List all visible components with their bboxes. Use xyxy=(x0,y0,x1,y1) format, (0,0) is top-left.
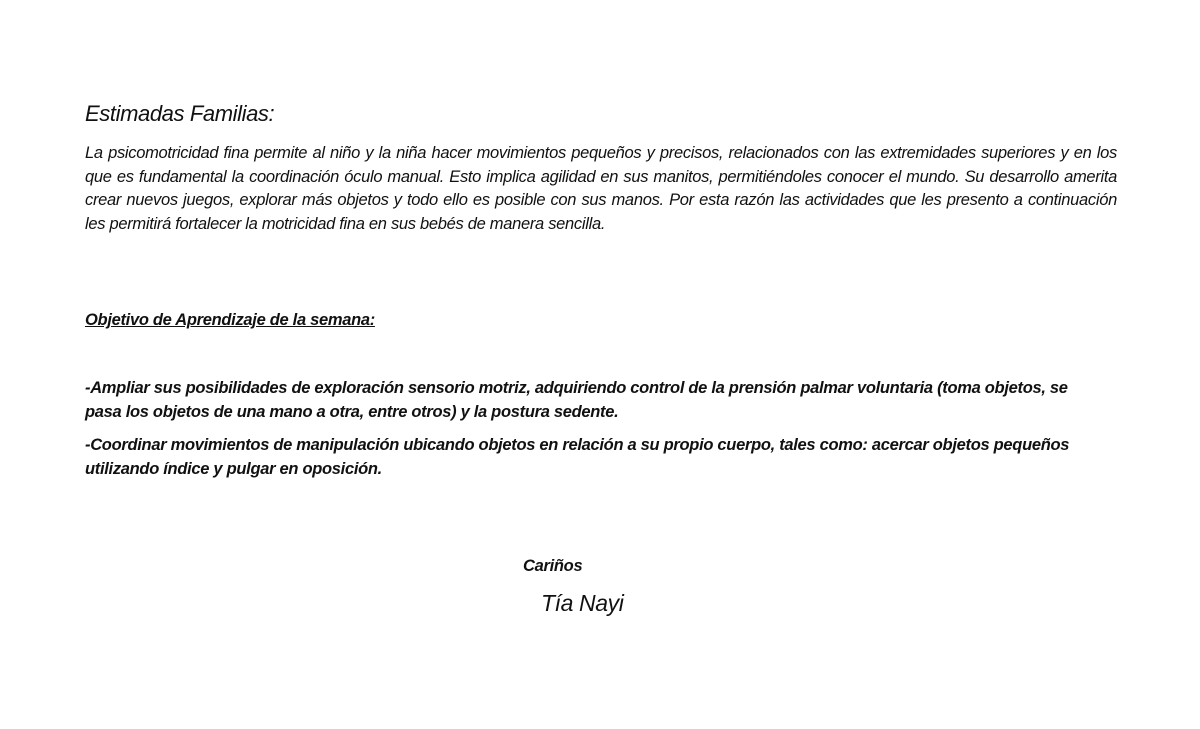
objective-item-1: -Ampliar sus posibilidades de exploración sensorio motriz, adquiriendo control de la prensión palmar voluntaria (toma objetos, se pasa los objetos de una mano a otra, entre otros) y la postura sedente. xyxy=(85,379,1068,421)
intro-paragraph: La psicomotricidad fina permite al niño y la niña hacer movimientos pequeños y precisos, relacionados con las extremidades superiores y en los que es fundamental la coordinación óculo manual. Esto implica agilidad en sus manitos, permitiéndoles conocer el mundo. Su desarrollo amerita crear nuevos juegos, explorar más objetos y todo ello es posible con sus manos. Por esta razón las actividades que les presento a continuación les permitirá fortalecer la motricidad fina en sus bebés de manera sencilla. xyxy=(85,144,1117,233)
greeting: Estimadas Familias: xyxy=(85,101,275,126)
objective-title: Objetivo de Aprendizaje de la semana: xyxy=(85,311,375,329)
closing: Cariños xyxy=(523,557,583,575)
signature: Tía Nayi xyxy=(541,590,624,616)
objective-item-2: -Coordinar movimientos de manipulación ubicando objetos en relación a su propio cuerpo, tales como: acercar objetos pequeños utilizando índice y pulgar en oposición. xyxy=(85,436,1070,478)
